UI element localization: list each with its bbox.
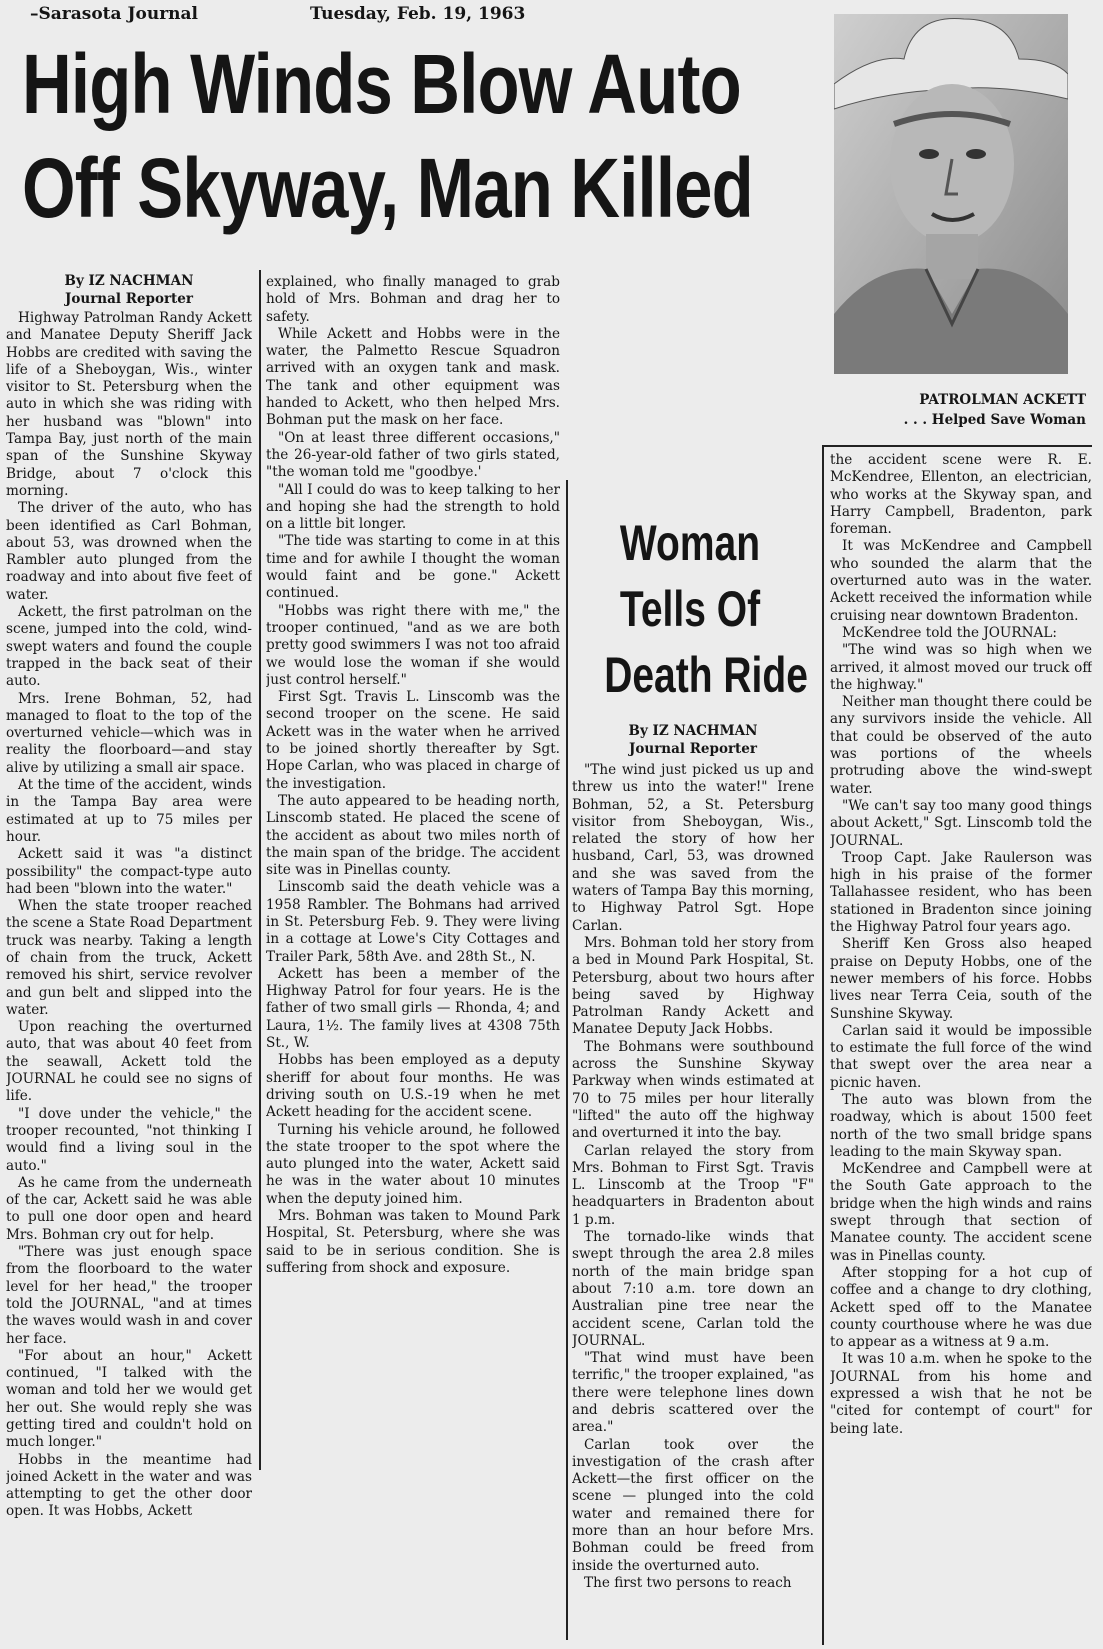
story2-column-1: [572, 722, 814, 1644]
paragraph: The Bohmans were southbound across the Sunshine Skyway Parkway when winds estimated at 70 to 75 miles per hour literally "lifted" the auto off the highway and overturned it into the bay.: [572, 1038, 814, 1142]
paragraph: Linscomb said the death vehicle was a 1958 Rambler. The Bohmans had arrived in St. Petersburg Feb. 9. They were living in a cottage at Lowe's City Cottages and Trailer Park, 58th Ave. and 28th St., N.: [266, 879, 560, 965]
paragraph: Mrs. Bohman told her story from a bed in Mound Park Hospital, St. Petersburg, about two hours after being saved by Highway Patrolman Randy Ackett and Manatee Deputy Jack Hobbs.: [572, 934, 814, 1038]
story-rule: [822, 445, 1092, 447]
byline-title: Journal Reporter: [64, 291, 193, 307]
paragraph: Upon reaching the overturned auto, that was about 40 feet from the seawall, Ackett told the JOURNAL he could see no signs of life.: [6, 1019, 252, 1105]
patrolman-photo: [834, 14, 1068, 374]
photo-caption: [826, 390, 1086, 430]
paragraph: Troop Capt. Jake Raulerson was high in his praise of the former Tallahassee resident, who has been stationed in Bradenton since joining the Highway Patrol four years ago.: [830, 849, 1092, 936]
paragraph: the accident scene were R. E. McKendree, Ellenton, an electrician, who works at the Skyway span, and Harry Campbell, Bradenton, park foreman.: [830, 452, 1092, 538]
paragraph: "There was just enough space from the floorboard to the water level for her head," the trooper told the JOURNAL, "and at times the waves would wash in and cover her face.: [6, 1244, 252, 1347]
headline-line-2: Off Skyway, Man Killed: [22, 141, 753, 235]
paragraph: McKendree told the JOURNAL:: [842, 624, 1057, 641]
byline-title: Journal Reporter: [628, 741, 757, 757]
byline: By IZ NACHMAN: [628, 723, 758, 739]
paragraph: McKendree and Campbell were at the South Gate approach to the bridge when the high winds and rains swept through that section of Manatee county. The accident scene was in Pinellas county.: [830, 1161, 1092, 1264]
paragraph: Highway Patrolman Randy Ackett and Manatee Deputy Sheriff Jack Hobbs are credited with saving the life of a Sheboygan, Wis., winter visitor to St. Petersburg when the auto in which she was riding with her husband was "blown" into Tampa Bay, just north of the main span of the Sunshine Skyway Bridge, about 7 o'clock this morning.: [6, 310, 252, 499]
paragraph: It was 10 a.m. when he spoke to the JOURNAL from his home and expressed a wish that he not be "cited for contempt of court" for being late.: [830, 1351, 1092, 1437]
paragraph: "The wind was so high when we arrived, it almost moved our truck off the highway.": [830, 642, 1092, 693]
story2-headline: [604, 510, 808, 708]
portrait-image: [834, 14, 1068, 374]
story2-headline-line: Woman: [619, 515, 761, 571]
paragraph: "I dove under the vehicle," the trooper recounted, "not thinking I would find a living soul in the auto.": [6, 1105, 252, 1174]
paragraph: The driver of the auto, who has been identified as Carl Bohman, about 53, was drowned when the Rambler auto plunged from the roadway and into about five feet of water.: [6, 500, 252, 603]
paragraph: The tornado-like winds that swept through the area 2.8 miles north of the main bridge span about 7:10 a.m. tore down an Australian pine tree near the accident scene, Carlan told the JOURNAL.: [572, 1229, 814, 1349]
column-rule: [259, 270, 261, 1470]
paragraph: At the time of the accident, winds in the Tampa Bay area were estimated at up to 75 miles per hour.: [6, 777, 252, 845]
paragraph: Ackett, the first patrolman on the scene, jumped into the cold, wind-swept waters and found the couple trapped in the back seat of their auto.: [6, 604, 252, 690]
paragraph: explained, who finally managed to grab hold of Mrs. Bohman and drag her to safety.: [266, 274, 560, 325]
story2-headline-line: Tells Of: [619, 581, 761, 637]
issue-date: Tuesday, Feb. 19, 1963: [310, 4, 526, 24]
paragraph: First Sgt. Travis L. Linscomb was the second trooper on the scene. He said Ackett was in the water when he arrived to be joined shortly thereafter by Sgt. Hope Carlan, who was placed in charge of the investigation.: [266, 689, 560, 792]
story2-column-2: [830, 452, 1092, 1644]
column-rule: [566, 480, 568, 1640]
paragraph: Carlan relayed the story from Mrs. Bohman to First Sgt. Travis L. Linscomb at the Troop "F" headquarters in Bradenton about 1 p.m.: [572, 1142, 814, 1228]
paragraph: Ackett said it was "a distinct possibility" the compact-type auto had been "blown into the water.": [6, 846, 252, 897]
paragraph: Carlan took over the investigation of the crash after Ackett—the first officer on the scene — plunged into the cold water and remained there for more than an hour before Mrs. Bohman could be freed from inside the overturned auto.: [572, 1436, 814, 1574]
paragraph: The first two persons to reach: [584, 1574, 792, 1591]
paragraph: Mrs. Bohman was taken to Mound Park Hospital, St. Petersburg, where she was said to be in serious condition. She is suffering from shock and exposure.: [266, 1208, 560, 1276]
column-rule: [822, 445, 824, 1645]
paragraph: "We can't say too many good things about Ackett," Sgt. Linscomb told the JOURNAL.: [830, 797, 1092, 849]
paragraph: Carlan said it would be impossible to estimate the full force of the wind that swept over the area near a picnic haven.: [830, 1022, 1092, 1091]
story1-column-1: [6, 272, 252, 1644]
paragraph: "That wind must have been terrific," the trooper explained, "as there were telephone lines down and debris scattered over the area.": [572, 1350, 814, 1436]
paragraph: "The wind just picked us up and threw us into the water!" Irene Bohman, 52, a St. Petersburg visitor from Sheboygan, Wis., related the story of how her husband, Carl, 53, was drowned and she was saved from the waters of Tampa Bay this morning, to Highway Patrol Sgt. Hope Carlan.: [572, 762, 814, 934]
paragraph: As he came from the underneath of the car, Ackett said he was able to pull one door open and heard Mrs. Bohman cry out for help.: [6, 1174, 252, 1243]
paragraph: While Ackett and Hobbs were in the water, the Palmetto Rescue Squadron arrived with an oxygen tank and mask. The tank and other equipment was handed to Ackett, who then helped Mrs. Bohman put the mask on her face.: [266, 325, 560, 429]
paragraph: "On at least three different occasions," the 26-year-old father of two girls stated, "the woman told me "goodbye.': [266, 429, 560, 481]
headline-line-1: High Winds Blow Auto: [22, 37, 741, 131]
paragraph: The auto appeared to be heading north, Linscomb stated. He placed the scene of the accident as about two miles north of the main span of the bridge. The accident site was in Pinellas county.: [266, 792, 560, 879]
paragraph: It was McKendree and Campbell who sounded the alarm that the overturned auto was in the water. Ackett received the information while cruising near downtown Bradenton.: [830, 538, 1092, 624]
paragraph: Mrs. Irene Bohman, 52, had managed to float to the top of the overturned vehicle—which was in reality the floorboard—and stay alive by utilizing a small air space.: [6, 690, 252, 776]
paragraph: After stopping for a hot cup of coffee and a change to dry clothing, Ackett sped off to the Manatee county courthouse where he was due to appear as a witness at 9 a.m.: [830, 1264, 1092, 1351]
story2-headline-line: Death Ride: [604, 647, 808, 703]
story1-column-2: [266, 274, 560, 1644]
paragraph: Hobbs has been employed as a deputy sheriff for about four months. He was driving south on U.S.-19 when he met Ackett heading for the accident scene.: [266, 1052, 560, 1121]
byline: By IZ NACHMAN: [64, 273, 194, 289]
caption-name: PATROLMAN ACKETT: [919, 392, 1086, 408]
paragraph: Hobbs in the meantime had joined Ackett in the water and was attempting to get the other door open. It was Hobbs, Ackett: [6, 1451, 252, 1520]
newspaper-name: –Sarasota Journal: [30, 4, 198, 24]
paragraph: When the state trooper reached the scene a State Road Department truck was nearby. Taking a length of chain from the truck, Ackett removed his shirt, service revolver and gun belt and slipped into the water.: [6, 898, 252, 1018]
paragraph: Ackett has been a member of the Highway Patrol for four years. He is the father of two small girls — Rhonda, 4; and Laura, 1½. The family lives at 4308 75th St., W.: [266, 965, 560, 1052]
paragraph: "All I could do was to keep talking to her and hoping she had the strength to hold on a little bit longer.: [266, 481, 560, 533]
paragraph: The auto was blown from the roadway, which is about 1500 feet north of the two small bridge spans leading to the main Skyway span.: [830, 1091, 1092, 1160]
caption-subtitle: . . . Helped Save Woman: [903, 412, 1086, 428]
masthead: [30, 4, 530, 26]
paragraph: "Hobbs was right there with me," the trooper continued, "and as we are both pretty good swimmers I was not too afraid we would lose the woman if she would just control herself.": [266, 602, 560, 688]
paragraph: "The tide was starting to come in at this time and for awhile I thought the woman would faint and be gone." Ackett continued.: [266, 533, 560, 602]
paragraph: Neither man thought there could be any survivors inside the vehicle. All that could be observed of the auto was portions of the wheels protruding above the wind-swept water.: [830, 694, 1092, 797]
paragraph: Turning his vehicle around, he followed the state trooper to the spot where the auto plunged into the water, Ackett said he was in the water about 10 minutes when the deputy joined him.: [266, 1121, 560, 1207]
paragraph: "For about an hour," Ackett continued, "I talked with the woman and told her we would get her out. She would reply she was getting tired and couldn't hold on much longer.": [6, 1347, 252, 1451]
main-headline: [22, 32, 753, 240]
paragraph: Sheriff Ken Gross also heaped praise on Deputy Hobbs, one of the newer members of his force. Hobbs lives near Terra Ceia, south of the Sunshine Skyway.: [830, 936, 1092, 1022]
